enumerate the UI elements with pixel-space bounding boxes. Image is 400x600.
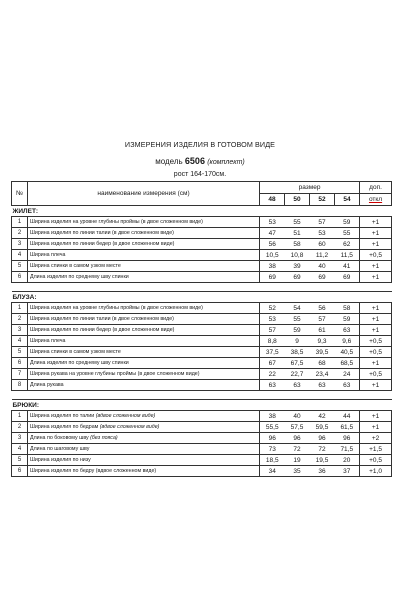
measurement-name (28, 422, 260, 433)
measurement-label: Ширина рукава на уровне глубины проймы (в двое сложенном виде) (30, 370, 200, 377)
section-gap (12, 391, 392, 400)
size-value: 73 (260, 444, 285, 455)
column-header-number: № (12, 182, 28, 206)
size-value: 57 (260, 325, 285, 336)
size-value: 55 (285, 314, 310, 325)
measurement-name (28, 369, 260, 380)
measurement-label: Длина рукава (30, 381, 64, 388)
measurement-label: Длина изделия по среднему шву спинки (30, 359, 129, 366)
row-number: 1 (12, 217, 28, 228)
size-value: 36 (310, 466, 335, 477)
size-value: 59 (335, 314, 360, 325)
measurement-label: Ширина изделия на уровне глубины проймы (в двое сложенном виде) (30, 218, 203, 225)
section-header-row (12, 400, 392, 411)
row-number: 1 (12, 303, 28, 314)
size-value: 58 (335, 303, 360, 314)
measurement-label: Ширина плеча (30, 251, 66, 258)
size-value: 9 (285, 336, 310, 347)
size-value: 96 (335, 433, 360, 444)
measurement-label: Ширина изделия на уровне глубины проймы (в двое сложенном виде) (30, 304, 203, 311)
size-value: 58 (285, 239, 310, 250)
measurement-label: Ширина спинки в самом узком месте (30, 348, 121, 355)
measurement-name (28, 217, 260, 228)
size-value: 96 (285, 433, 310, 444)
size-value: 63 (285, 380, 310, 391)
measurement-label: Ширина изделия по талии (30, 412, 95, 419)
measurement-name (28, 228, 260, 239)
row-number: 6 (12, 466, 28, 477)
row-number: 4 (12, 250, 28, 261)
model-line (0, 156, 400, 166)
size-value: 59,5 (310, 422, 335, 433)
measurement-name (28, 314, 260, 325)
section-title: БЛУЗА: (12, 292, 392, 303)
size-value: 55 (335, 228, 360, 239)
row-number: 5 (12, 347, 28, 358)
measurement-name (28, 466, 260, 477)
size-value: 53 (260, 314, 285, 325)
measurement-label: Ширина изделия по линии бедер (в двое сложенном виде) (30, 326, 175, 333)
table-row (12, 411, 392, 422)
size-value: 40,5 (335, 347, 360, 358)
tolerance-value: +0,5 (360, 455, 392, 466)
size-value: 24 (335, 369, 360, 380)
measurement-label: Ширина изделия по линии бедер (в двое сложенном виде) (30, 240, 175, 247)
size-value: 19,5 (310, 455, 335, 466)
size-value: 72 (310, 444, 335, 455)
size-value: 69 (310, 272, 335, 283)
measurement-label: Ширина изделия по линии талии (в двое сложенном виде) (30, 229, 174, 236)
table-row (12, 369, 392, 380)
size-value: 57,5 (285, 422, 310, 433)
size-value: 63 (335, 325, 360, 336)
size-value: 72 (285, 444, 310, 455)
measurement-label: Длина изделия по среднему шву спинки (30, 273, 129, 280)
size-value: 67,5 (285, 358, 310, 369)
size-value: 61,5 (335, 422, 360, 433)
tolerance-value: +1 (360, 422, 392, 433)
measurement-label: Ширина плеча (30, 337, 66, 344)
measurement-name (28, 347, 260, 358)
row-number: 4 (12, 336, 28, 347)
table-row (12, 466, 392, 477)
size-value: 23,4 (310, 369, 335, 380)
model-prefix: модель (155, 157, 183, 166)
row-number: 8 (12, 380, 28, 391)
size-value: 9,6 (335, 336, 360, 347)
measurement-name (28, 261, 260, 272)
size-header: 52 (310, 194, 335, 206)
column-header-name: наименование измерения (см) (28, 182, 260, 206)
size-value: 54 (285, 303, 310, 314)
size-value: 62 (335, 239, 360, 250)
size-value: 38 (260, 261, 285, 272)
size-value: 63 (310, 380, 335, 391)
size-value: 55 (285, 217, 310, 228)
size-value: 69 (260, 272, 285, 283)
table-row (12, 422, 392, 433)
tolerance-value: +1 (360, 217, 392, 228)
size-value: 53 (310, 228, 335, 239)
size-value: 37 (335, 466, 360, 477)
tolerance-value: +1 (360, 261, 392, 272)
row-number: 3 (12, 433, 28, 444)
tolerance-value: +0,5 (360, 336, 392, 347)
size-value: 55,5 (260, 422, 285, 433)
row-number: 2 (12, 228, 28, 239)
tolerance-value: +1 (360, 228, 392, 239)
size-value: 22 (260, 369, 285, 380)
measurement-note: (вдвое сложенном виде) (95, 412, 156, 419)
size-value: 71,5 (335, 444, 360, 455)
size-value: 40 (285, 411, 310, 422)
size-value: 57 (310, 314, 335, 325)
measurement-name (28, 380, 260, 391)
tolerance-value: +1 (360, 325, 392, 336)
size-value: 11,2 (310, 250, 335, 261)
tolerance-value: +1 (360, 314, 392, 325)
table-row (12, 444, 392, 455)
size-value: 51 (285, 228, 310, 239)
measurement-name (28, 239, 260, 250)
section-header-row (12, 206, 392, 217)
tolerance-abbrev: откл (368, 196, 383, 203)
header-row-1 (12, 182, 392, 194)
measurement-label: Ширина изделия по бедрам (30, 423, 99, 430)
size-value: 39,5 (310, 347, 335, 358)
table-row (12, 217, 392, 228)
size-value: 11,5 (335, 250, 360, 261)
size-value: 18,5 (260, 455, 285, 466)
measurement-label: Длина по шаговому шву (30, 445, 90, 452)
table-row (12, 228, 392, 239)
tolerance-value: +1 (360, 239, 392, 250)
size-value: 10,8 (285, 250, 310, 261)
column-header-tolerance: доп. (360, 182, 392, 194)
section-title: ЖИЛЕТ: (12, 206, 392, 217)
section-gap (12, 283, 392, 292)
tolerance-value: +1 (360, 272, 392, 283)
table-row (12, 325, 392, 336)
size-value: 22,7 (285, 369, 310, 380)
size-value: 35 (285, 466, 310, 477)
size-value: 68,5 (335, 358, 360, 369)
row-number: 1 (12, 411, 28, 422)
model-number: 6506 (184, 156, 205, 166)
table-row (12, 455, 392, 466)
size-value: 41 (335, 261, 360, 272)
size-header: 54 (335, 194, 360, 206)
row-number: 5 (12, 261, 28, 272)
size-value: 19 (285, 455, 310, 466)
size-value: 52 (260, 303, 285, 314)
size-value: 59 (335, 217, 360, 228)
tolerance-value: +1,0 (360, 466, 392, 477)
table-row (12, 358, 392, 369)
row-number: 2 (12, 314, 28, 325)
section-header-row (12, 292, 392, 303)
size-value: 56 (260, 239, 285, 250)
size-value: 61 (310, 325, 335, 336)
row-number: 3 (12, 325, 28, 336)
size-value: 38 (260, 411, 285, 422)
measurement-label: Ширина изделия по низу (30, 456, 91, 463)
measurement-name (28, 303, 260, 314)
size-value: 96 (310, 433, 335, 444)
measurement-name (28, 455, 260, 466)
size-value: 34 (260, 466, 285, 477)
size-value: 59 (285, 325, 310, 336)
tolerance-value: +1 (360, 358, 392, 369)
tolerance-value: +1,5 (360, 444, 392, 455)
size-value: 10,5 (260, 250, 285, 261)
table-row (12, 433, 392, 444)
row-number: 3 (12, 239, 28, 250)
size-value: 67 (260, 358, 285, 369)
size-value: 8,8 (260, 336, 285, 347)
measurement-name (28, 325, 260, 336)
size-value: 42 (310, 411, 335, 422)
table-row (12, 239, 392, 250)
measurement-note: (вдвое сложенном виде) (99, 423, 160, 430)
table-row (12, 380, 392, 391)
row-number: 6 (12, 358, 28, 369)
measurement-label: Длина по боковому шву (30, 434, 89, 441)
size-value: 57 (310, 217, 335, 228)
measurement-label: Ширина изделия по линии талии (в двое сложенном виде) (30, 315, 174, 322)
table-row (12, 336, 392, 347)
model-suffix: (комплект) (207, 159, 245, 166)
row-number: 6 (12, 272, 28, 283)
table-row (12, 272, 392, 283)
measurement-name (28, 272, 260, 283)
tolerance-value: +1 (360, 380, 392, 391)
size-value: 60 (310, 239, 335, 250)
size-value: 63 (335, 380, 360, 391)
row-number: 5 (12, 455, 28, 466)
table-row (12, 314, 392, 325)
size-value: 38,5 (285, 347, 310, 358)
measurement-label: Ширина спинки в самом узком месте (30, 262, 121, 269)
measurement-name (28, 250, 260, 261)
table-row (12, 347, 392, 358)
height-range: рост 164-170см. (173, 171, 227, 178)
size-value: 96 (260, 433, 285, 444)
gap-cell (12, 283, 392, 292)
measurement-name (28, 358, 260, 369)
measurement-name (28, 336, 260, 347)
size-value: 20 (335, 455, 360, 466)
table-row (12, 303, 392, 314)
measurement-name (28, 433, 260, 444)
tolerance-value: +0,5 (360, 369, 392, 380)
size-value: 69 (335, 272, 360, 283)
gap-cell (12, 391, 392, 400)
size-header: 50 (285, 194, 310, 206)
measurement-name (28, 411, 260, 422)
table-body (12, 182, 392, 477)
row-number: 7 (12, 369, 28, 380)
measurements-table (11, 181, 392, 477)
size-value: 9,3 (310, 336, 335, 347)
column-header-size: размер (260, 182, 360, 194)
size-value: 37,5 (260, 347, 285, 358)
measurement-label: Ширина изделия по бедру (вдвое сложенном виде) (30, 467, 157, 474)
row-number: 2 (12, 422, 28, 433)
size-value: 53 (260, 217, 285, 228)
size-value: 68 (310, 358, 335, 369)
tolerance-value: +1 (360, 411, 392, 422)
document-title: ИЗМЕРЕНИЯ ИЗДЕЛИЯ В ГОТОВОМ ВИДЕ (124, 140, 276, 149)
tolerance-value: +1 (360, 303, 392, 314)
size-value: 44 (335, 411, 360, 422)
column-header-tolerance-2 (360, 194, 392, 206)
measurement-name (28, 444, 260, 455)
tolerance-value: +0,5 (360, 347, 392, 358)
size-value: 47 (260, 228, 285, 239)
size-value: 39 (285, 261, 310, 272)
size-value: 63 (260, 380, 285, 391)
table-row (12, 261, 392, 272)
size-value: 69 (285, 272, 310, 283)
section-title: БРЮКИ: (12, 400, 392, 411)
size-value: 56 (310, 303, 335, 314)
tolerance-value: +0,5 (360, 250, 392, 261)
size-value: 40 (310, 261, 335, 272)
measurement-note: (без пояса) (90, 434, 118, 441)
table-row (12, 250, 392, 261)
row-number: 4 (12, 444, 28, 455)
tolerance-value: +2 (360, 433, 392, 444)
size-header: 48 (260, 194, 285, 206)
